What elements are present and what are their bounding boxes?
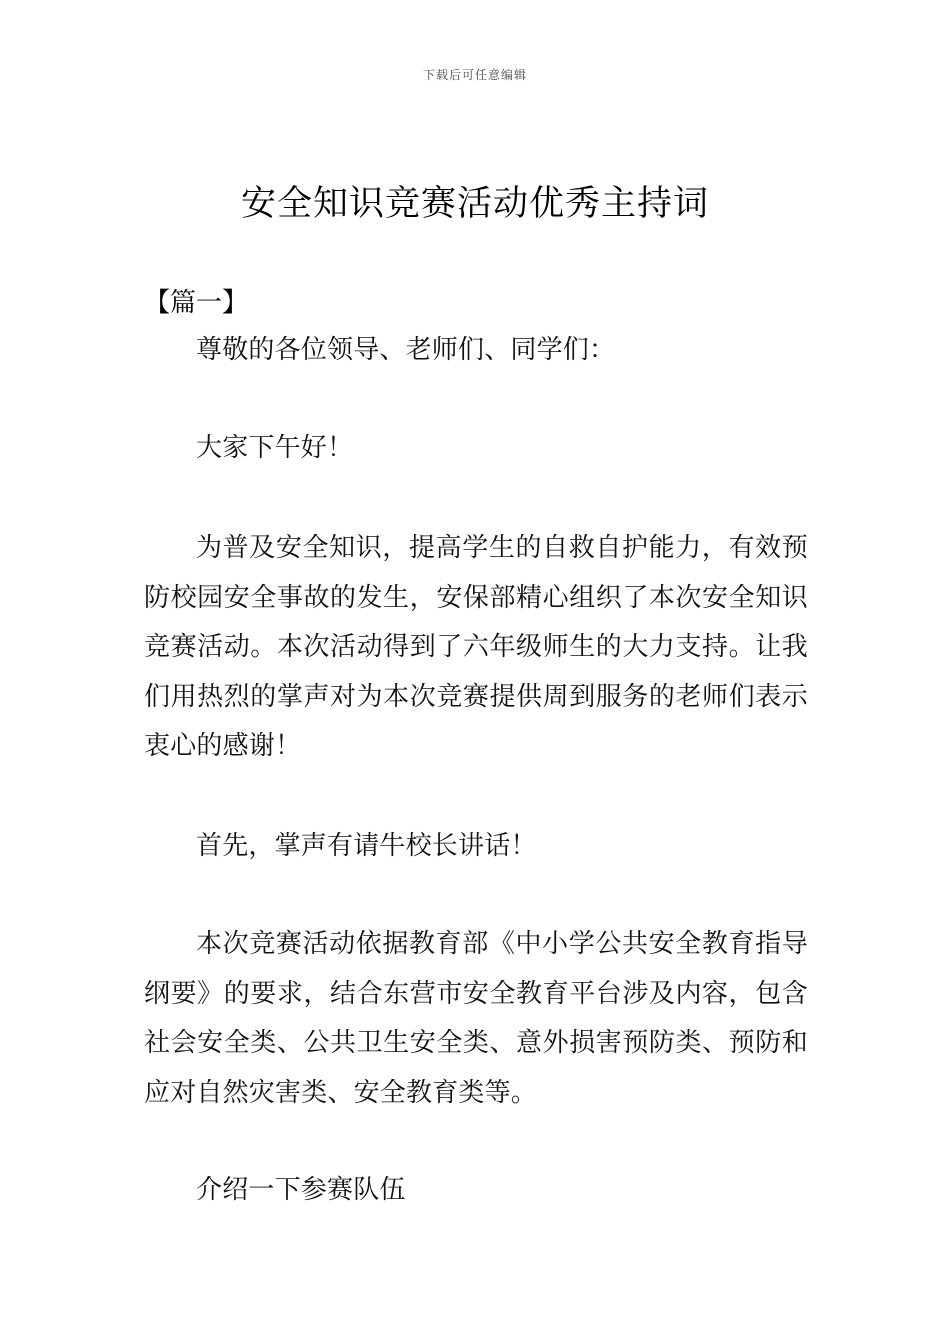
paragraph-greeting: 尊敬的各位领导、老师们、同学们： [196,335,616,365]
header-note: 下载后可任意编辑 [422,68,527,82]
paragraph-good-afternoon: 大家下午好！ [196,433,354,463]
paragraph-introduction: 为普及安全知识，提高学生的自救自护能力，有效预防校园安全事故的发生，安保部精心组织了本次安全知识竞赛活动。本次活动得到了六年级师生的大力支持。让我们用热烈的掌声对为本次竞赛提供周到服务的老师们表示衷心的感谢！ [144,533,808,761]
section-label: 【篇一】 [144,288,249,318]
document-title: 安全知识竞赛活动优秀主持词 [240,184,709,224]
paragraph-teams-intro: 介绍一下参赛队伍 [196,1175,406,1205]
paragraph-principal-speech: 首先，掌声有请牛校长讲话！ [196,831,537,861]
paragraph-competition-scope: 本次竞赛活动依据教育部《中小学公共安全教育指导纲要》的要求，结合东营市安全教育平台涉及内容，包含社会安全类、公共卫生安全类、意外损害预防类、预防和应对自然灾害类、安全教育类等。 [144,929,808,1108]
